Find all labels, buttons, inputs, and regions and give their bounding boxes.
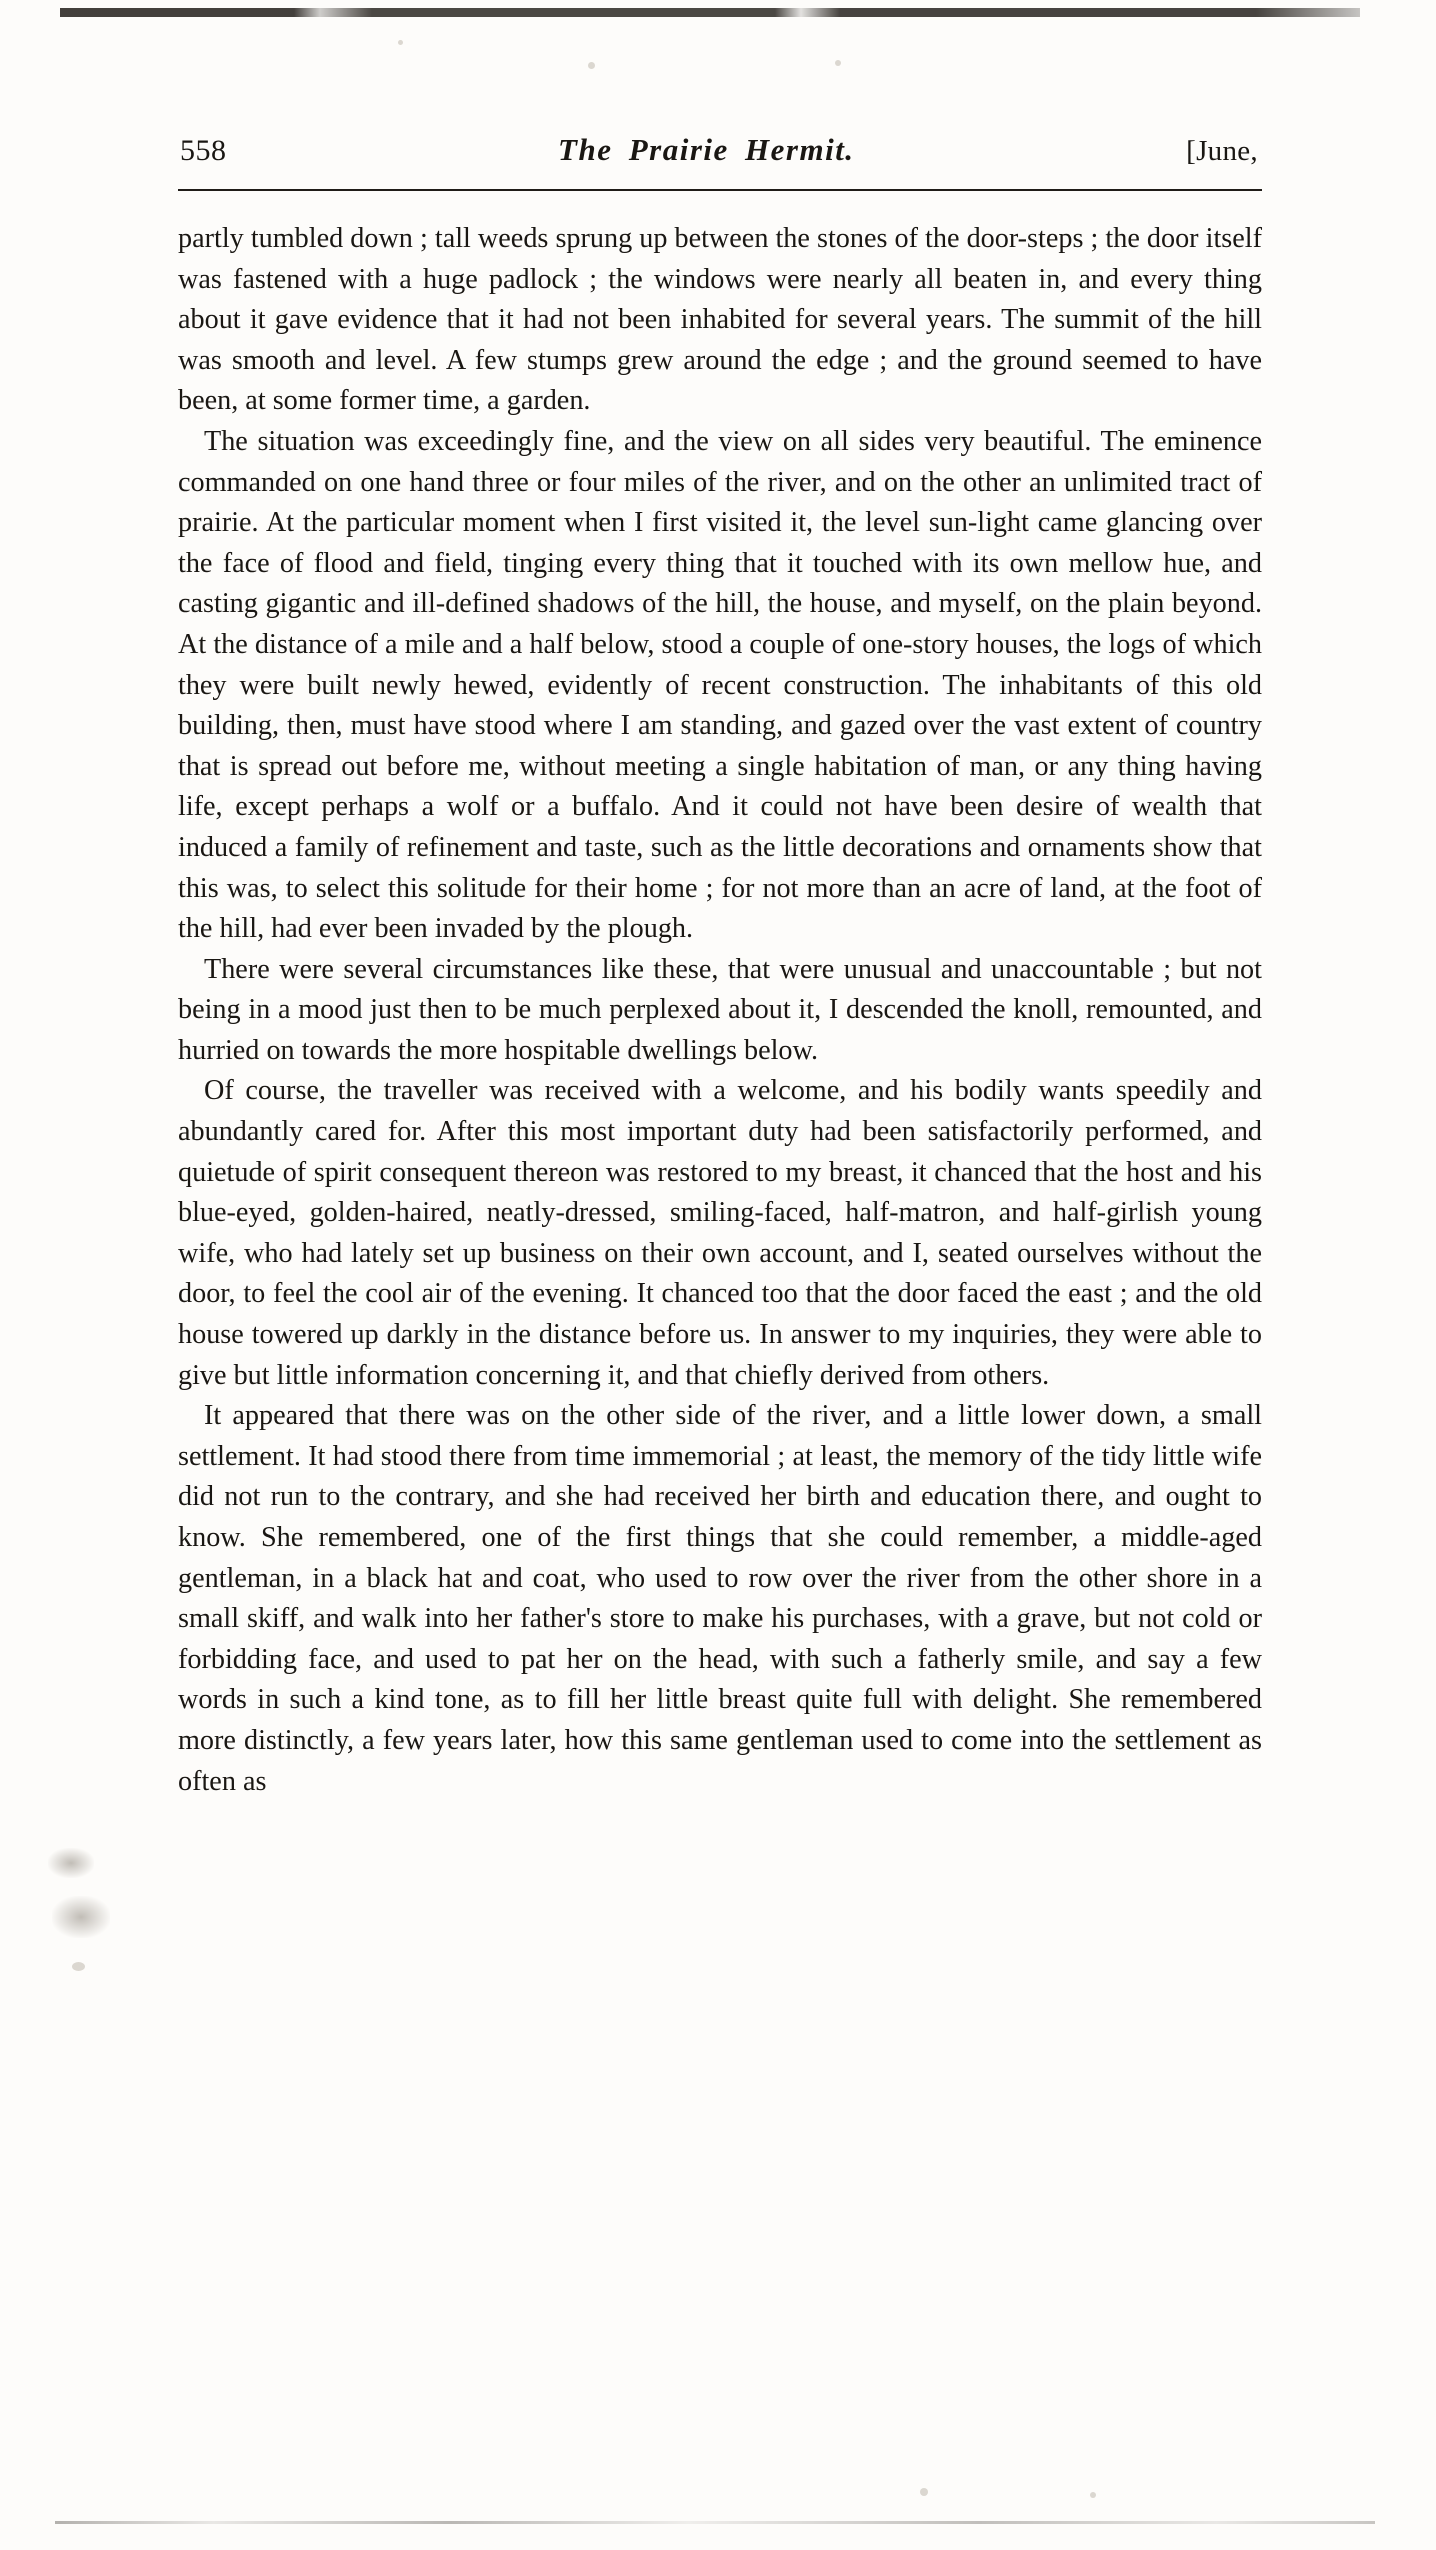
page-smudge-left	[48, 1848, 94, 1878]
paragraph: partly tumbled down ; tall weeds sprung up between the stones of the door-steps ; the door itself was fastened with a huge padlock ; the windows were nearly all beaten in, and every thing about it gave evidence that it had not been inhabited for several years. The summit of the hill was smooth and level. A few stumps grew around the edge ; and the ground seemed to have been, at some former time, a garden.	[178, 223, 1262, 417]
body-text	[178, 219, 1262, 1802]
running-title: The Prairie Hermit.	[558, 132, 855, 167]
page-smudge-left-lower	[52, 1896, 110, 1938]
page-content	[178, 132, 1262, 1802]
paragraph: It appeared that there was on the other side of the river, and a little lower down, a small settlement. It had stood there from time immemorial ; at least, the memory of the tidy little wife did not run to the contrary, and she had received her birth and education there, and ought to know. She remembered, one of the first things that she could remember, a middle-aged gentleman, in a black hat and coat, who used to row over the river from the other shore in a small skiff, and walk into her father's store to make his purchases, with a grave, but not cold or forbidding face, and used to pat her on the head, with such a fatherly smile, and say a few words in such a kind tone, as to fill her little breast quite full with delight. She remembered more distinctly, a few years later, how this same gentleman used to come into the settlement as often as	[178, 1400, 1262, 1797]
issue-label: [June,	[1186, 135, 1258, 167]
scan-edge-artifact-top	[60, 8, 1360, 17]
page-number: 558	[180, 134, 227, 167]
page-speck-f	[1090, 2492, 1096, 2498]
scan-edge-artifact-bottom	[55, 2521, 1375, 2524]
page-header	[178, 132, 1262, 168]
page-speck-a	[72, 1962, 85, 1971]
page-speck-e	[920, 2488, 928, 2496]
paragraph: The situation was exceedingly fine, and the view on all sides very beautiful. The eminence commanded on one hand three or four miles of the river, and on the other an unlimited tract of prairie. At the particular moment when I first visited it, the level sun-light came glancing over the face of flood and field, tinging every thing that it touched with its own mellow hue, and casting gigantic and ill-defined shadows of the hill, the house, and myself, on the plain beyond. At the distance of a mile and a half below, stood a couple of one-story houses, the logs of which they were built newly hewed, evidently of recent construction. The inhabitants of this old building, then, must have stood where I am standing, and gazed over the vast extent of country that is spread out before me, without meeting a single habitation of man, or any thing having life, except perhaps a wolf or a buffalo. And it could not have been desire of wealth that induced a family of refinement and taste, such as the little decorations and ornaments show that this was, to select this solitude for their home ; for not more than an acre of land, at the foot of the hill, had ever been invaded by the plough.	[178, 425, 1262, 945]
paragraph: Of course, the traveller was received with a welcome, and his bodily wants speedily and abundantly cared for. After this most important duty had been satisfactorily performed, and quietude of spirit consequent thereon was restored to my breast, it chanced that the host and his blue-eyed, golden-haired, neatly-dressed, smiling-faced, half-matron, and half-girlish young wife, who had lately set up business on their own account, and I, seated ourselves without the door, to feel the cool air of the evening. It chanced too that the door faced the east ; and the old house towered up darkly in the distance before us. In answer to my inquiries, they were able to give but little information concerning it, and that chiefly derived from others.	[178, 1075, 1262, 1391]
page-speck-d	[398, 40, 403, 45]
page-speck-b	[588, 62, 595, 69]
page-speck-c	[835, 60, 841, 66]
header-rule	[178, 189, 1262, 191]
paragraph: There were several circumstances like these, that were unusual and unaccountable ; but not being in a mood just then to be much perplexed about it, I descended the knoll, remounted, and hurried on towards the more hospitable dwellings below.	[178, 953, 1262, 1066]
